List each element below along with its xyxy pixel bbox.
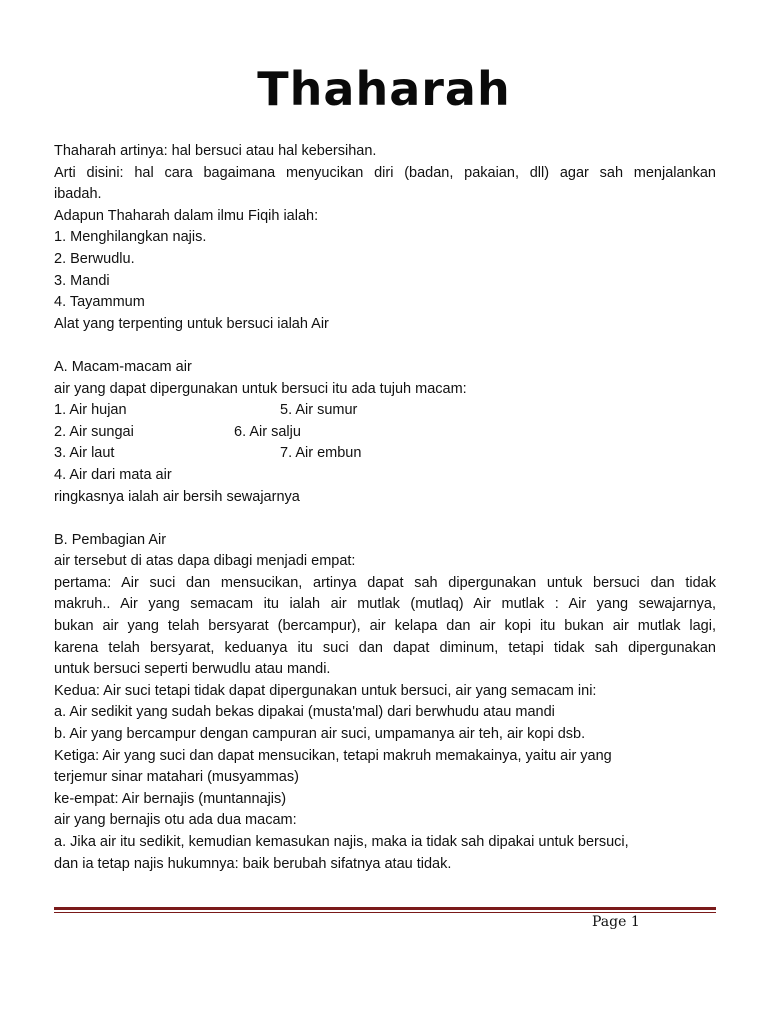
section-a-heading: A. Macam-macam air — [54, 358, 192, 375]
paragraph-line: bukan air yang telah bersyarat (bercampur), air kelapa dan air kopi itu bukan air mutlak lagi, — [54, 618, 716, 635]
list-item: 1. Air hujan — [54, 402, 127, 419]
paragraph-line: b. Air yang bercampur dengan campuran air suci, umpamanya air teh, air kopi dsb. — [54, 726, 586, 743]
intro-line: Alat yang terpenting untuk bersuci ialah Air — [54, 315, 329, 332]
list-item: 3. Air laut — [54, 445, 115, 462]
intro-line: ibadah. — [54, 186, 102, 203]
footer-divider — [54, 912, 716, 913]
list-item: 2. Air sungai — [54, 423, 134, 440]
water-types-row — [54, 422, 716, 444]
list-item: 3. Mandi — [54, 272, 110, 289]
list-item: 7. Air embun — [280, 445, 362, 462]
page-title: Thaharah — [257, 62, 511, 116]
footer-divider — [54, 907, 716, 910]
paragraph-line: makruh.. Air yang semacam itu ialah air mutlak (mutlaq) Air mutlak : Air yang sewajarnya, — [54, 596, 716, 613]
water-types-row — [54, 400, 716, 422]
paragraph-line: Ketiga: Air yang suci dan dapat mensucikan, tetapi makruh memakainya, yaitu air yang — [54, 747, 612, 764]
paragraph-line: dan ia tetap najis hukumnya: baik berubah sifatnya atau tidak. — [54, 855, 452, 872]
intro-line: Thaharah artinya: hal bersuci atau hal kebersihan. — [54, 143, 377, 159]
paragraph-line: Kedua: Air suci tetapi tidak dapat dipergunakan untuk bersuci, air yang semacam ini: — [54, 682, 597, 699]
section-a-summary: ringkasnya ialah air bersih sewajarnya — [54, 488, 300, 505]
intro-line: Arti disini: hal cara bagaimana menyucikan diri (badan, pakaian, dll) agar sah menjalankan — [54, 164, 716, 181]
page-number: Page 1 — [592, 914, 640, 930]
paragraph-line: ke-empat: Air bernajis (muntannajis) — [54, 790, 287, 807]
paragraph-line: karena telah bersyarat, keduanya itu suci dan dapat diminum, tetapi tidak sah dipergunakan — [54, 639, 716, 656]
paragraph-line: air tersebut di atas dapa dibagi menjadi empat: — [54, 553, 356, 570]
section-b-heading: B. Pembagian Air — [54, 531, 167, 548]
water-types-row — [54, 443, 716, 465]
list-item: 6. Air salju — [234, 423, 301, 440]
paragraph-line: terjemur sinar matahari (musyammas) — [54, 769, 299, 786]
paragraph-line: a. Air sedikit yang sudah bekas dipakai (musta'mal) dari berwhudu atau mandi — [54, 704, 555, 721]
document-body — [54, 141, 716, 875]
spacer — [54, 335, 716, 357]
intro-line: Adapun Thaharah dalam ilmu Fiqih ialah: — [54, 207, 319, 224]
list-item: 2. Berwudlu. — [54, 250, 135, 267]
list-item: 1. Menghilangkan najis. — [54, 229, 207, 246]
paragraph-line: untuk bersuci seperti berwudlu atau mandi. — [54, 661, 331, 678]
section-a-lead: air yang dapat dipergunakan untuk bersuci itu ada tujuh macam: — [54, 380, 467, 397]
paragraph-line: a. Jika air itu sedikit, kemudian kemasukan najis, maka ia tidak sah dipakai untuk bersuci, — [54, 834, 629, 850]
paragraph-line: pertama: Air suci dan mensucikan, artinya dapat sah dipergunakan untuk bersuci dan tidak — [54, 574, 716, 591]
paragraph-line: air yang bernajis otu ada dua macam: — [54, 812, 297, 829]
list-item: 4. Tayammum — [54, 294, 145, 311]
list-item: 5. Air sumur — [280, 402, 358, 419]
spacer — [54, 508, 716, 530]
list-item: 4. Air dari mata air — [54, 466, 172, 483]
